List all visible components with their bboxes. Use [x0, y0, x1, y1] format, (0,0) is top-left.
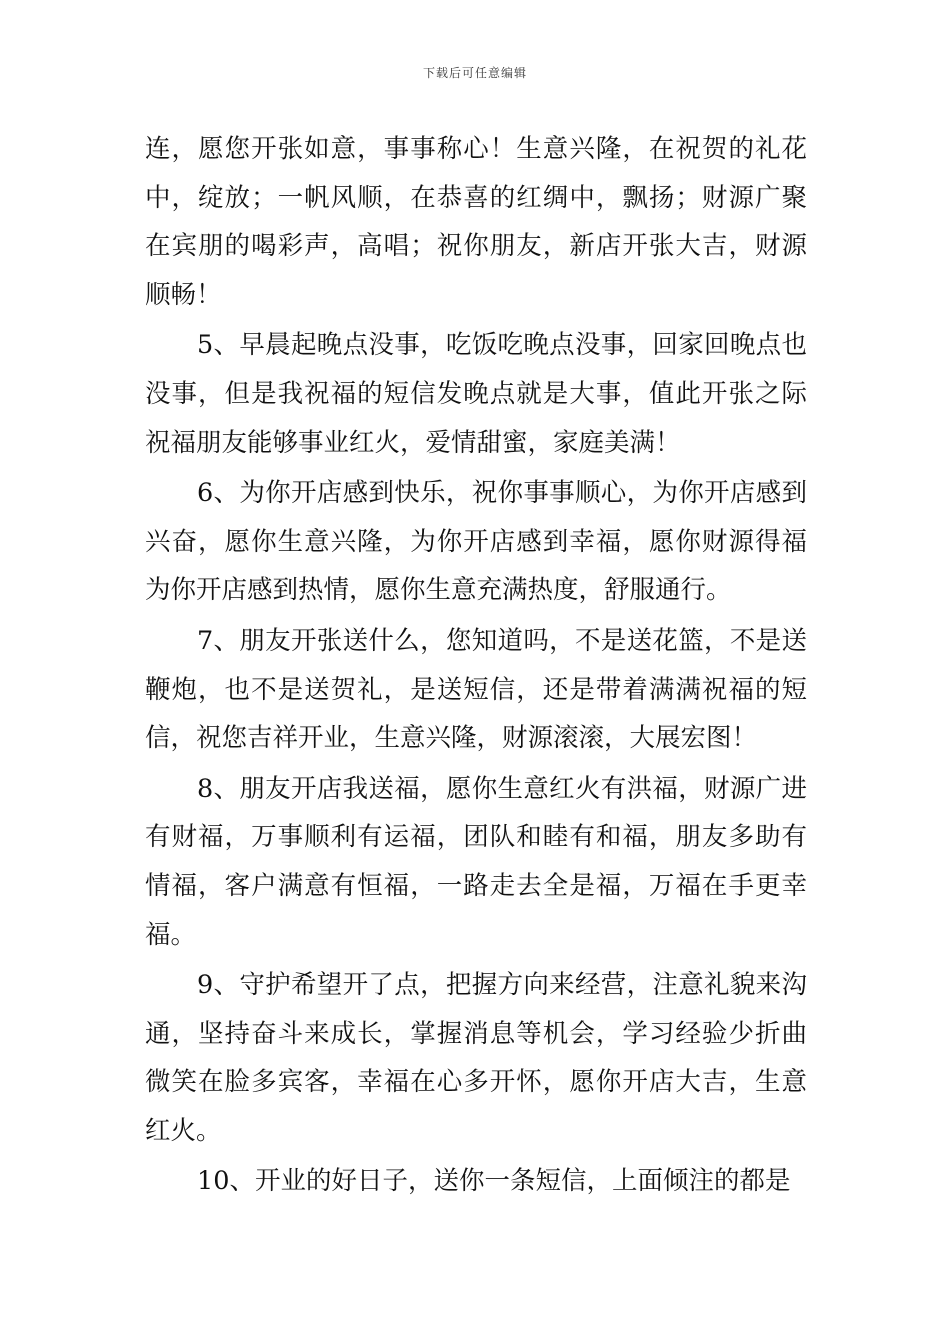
paragraph-2: 5、早晨起晚点没事，吃饭吃晚点没事，回家回晚点也没事，但是我祝福的短信发晚点就是大事，值此开张之际祝福朋友能够事业红火，爱情甜蜜，家庭美满！ [145, 330, 807, 458]
paragraph-7: 10、开业的好日子，送你一条短信，上面倾注的都是 [197, 1166, 791, 1197]
paragraph-3: 6、为你开店感到快乐，祝你事事顺心，为你开店感到兴奋，愿你生意兴隆，为你开店感到幸福，愿你财源得福为你开店感到热情，愿你生意充满热度，舒服通行。 [145, 478, 807, 606]
paragraph-1: 连，愿您开张如意，事事称心！生意兴隆，在祝贺的礼花中，绽放；一帆风顺，在恭喜的红绸中，飘扬；财源广聚在宾朋的喝彩声，高唱；祝你朋友，新店开张大吉，财源顺畅！ [145, 134, 807, 310]
document-body [145, 125, 807, 1206]
paragraph-5: 8、朋友开店我送福，愿你生意红火有洪福，财源广进有财福，万事顺利有运福，团队和睦有和福，朋友多助有情福，客户满意有恒福，一路走去全是福，万福在手更幸福。 [145, 773, 807, 950]
page-header: 下载后可任意编辑 [422, 66, 527, 80]
paragraph-4: 7、朋友开张送什么，您知道吗，不是送花篮，不是送鞭炮，也不是送贺礼，是送短信，还是带着满满祝福的短信，祝您吉祥开业，生意兴隆，财源滚滚，大展宏图！ [145, 625, 807, 754]
paragraph-6: 9、守护希望开了点，把握方向来经营，注意礼貌来沟通，坚持奋斗来成长，掌握消息等机会，学习经验少折曲微笑在脸多宾客，幸福在心多开怀，愿你开店大吉，生意红火。 [145, 970, 807, 1146]
